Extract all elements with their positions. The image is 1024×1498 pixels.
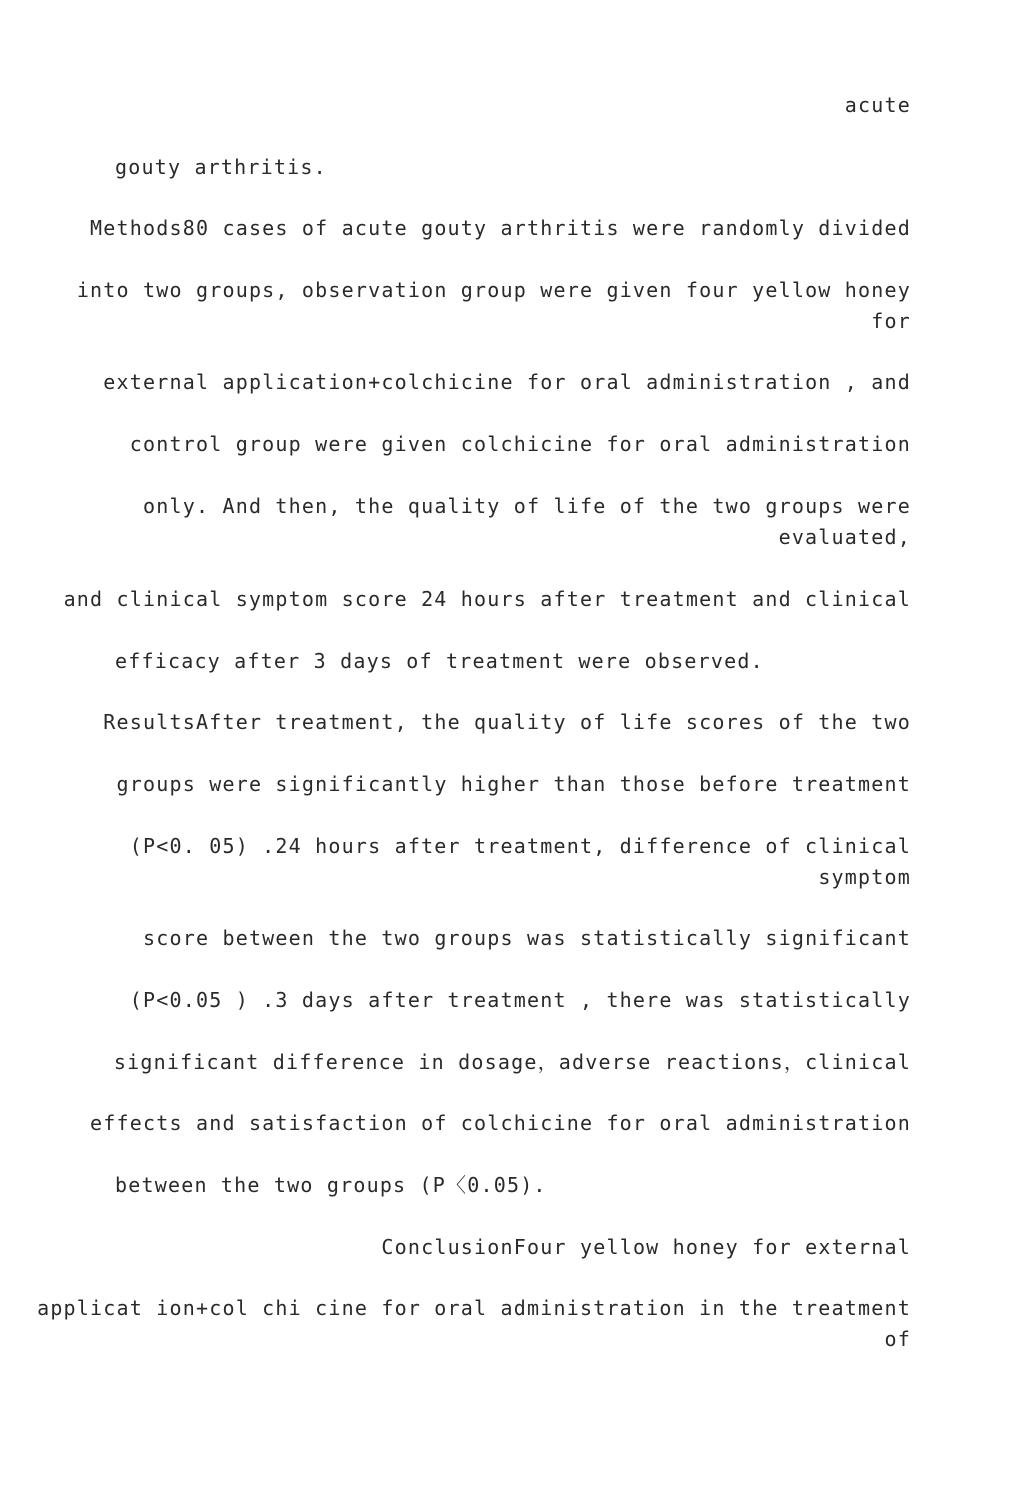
text-line: only. And then, the quality of life of the two groups were: [143, 494, 911, 518]
text-line: groups were significantly higher than those before treatment: [116, 772, 911, 796]
text-line: ConclusionFour yellow honey for external: [381, 1235, 911, 1259]
text-line: efficacy after 3 days of treatment were observed.: [115, 649, 764, 673]
text-line: effects and satisfaction of colchicine for oral administration: [90, 1111, 911, 1135]
text-line: (P<0.05 ) .3 days after treatment , there was statistically: [129, 988, 911, 1012]
text-line: for: [871, 309, 911, 333]
text-line: evaluated,: [778, 525, 911, 549]
text-line: gouty arthritis.: [115, 155, 327, 179]
text-line: significant difference in dosage，adverse reactions，clinical: [113, 1050, 911, 1074]
text-line: acute: [844, 93, 911, 117]
text-line: between the two groups (P〈0.05).: [115, 1173, 547, 1197]
text-line: into two groups, observation group were given four yellow honey: [76, 278, 911, 302]
text-line: external application+colchicine for oral administration , and: [103, 370, 911, 394]
text-line: ResultsAfter treatment, the quality of life scores of the two: [103, 710, 911, 734]
text-line: and clinical symptom score 24 hours after treatment and clinical: [63, 587, 911, 611]
text-line: applicat ion+col chi cine for oral administration in the treatment: [37, 1296, 911, 1320]
text-line: (P<0. 05) .24 hours after treatment, difference of clinical: [129, 834, 911, 858]
text-line: control group were given colchicine for oral administration: [129, 432, 911, 456]
text-line: Methods80 cases of acute gouty arthritis were randomly divided: [90, 216, 911, 240]
text-line: of: [884, 1327, 911, 1351]
text-line: score between the two groups was statistically significant: [143, 926, 911, 950]
text-line: symptom: [818, 865, 911, 889]
